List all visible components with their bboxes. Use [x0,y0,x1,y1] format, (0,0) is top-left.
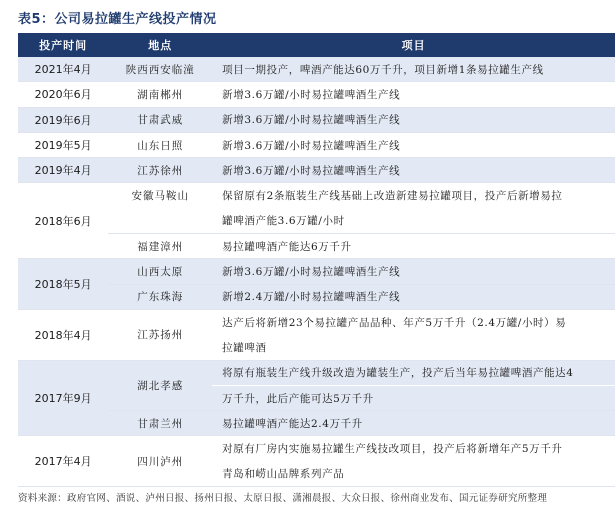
table-row [18,234,615,259]
cell-project-continuation: 罐啤酒产能3.6万罐/小时 [212,208,615,233]
cell-location: 湖北孝感 [108,360,212,411]
table-row [18,158,615,183]
cell-location: 山东日照 [108,132,212,157]
cell-time: 2021年4月 [18,57,108,82]
cell-location: 福建漳州 [108,234,212,259]
cell-project: 新增3.6万罐/小时易拉罐啤酒生产线 [212,107,615,132]
cell-time: 2018年6月 [18,183,108,259]
cell-project: 项目一期投产，啤酒产能达60万千升，项目新增1条易拉罐生产线 [212,57,615,82]
cell-project: 新增3.6万罐/小时易拉罐啤酒生产线 [212,132,615,157]
cell-time: 2019年6月 [18,107,108,132]
cell-location: 陕西西安临潼 [108,57,212,82]
cell-location: 甘肃兰州 [108,411,212,436]
table-row [18,284,615,309]
table-row [18,411,615,436]
table-title: 表5：公司易拉罐生产线投产情况 [18,12,217,27]
cell-location: 安徽马鞍山 [131,190,189,203]
cell-project: 对原有厂房内实施易拉罐生产线技改项目，投产后将新增年产5万千升 [222,443,563,456]
table-row [18,132,615,157]
header-project: 项目 [212,33,615,57]
table-row-continuation [18,208,615,233]
source-note: 资料来源：政府官网、酒说、泸州日报、扬州日报、太原日报、潇湘晨报、大众日报、徐州商业发布、国元证券研究所整理 [18,493,548,504]
cell-time: 2019年5月 [18,132,108,157]
cell-time: 2018年5月 [18,259,108,310]
cell-location: 广东珠海 [108,284,212,309]
header-location: 地点 [108,33,212,57]
production-line-table [18,33,615,487]
cell-location: 四川泸州 [108,436,212,487]
cell-location: 甘肃武威 [108,107,212,132]
table-row [18,183,615,208]
cell-location: 江苏徐州 [108,158,212,183]
cell-time: 2017年4月 [18,436,108,487]
table-row [18,57,615,82]
cell-project: 新增2.4万罐/小时易拉罐啤酒生产线 [212,284,615,309]
table-row [18,360,615,385]
cell-location: 山西太原 [108,259,212,284]
cell-project: 新增3.6万罐/小时易拉罐啤酒生产线 [212,259,615,284]
cell-time: 2019年4月 [18,158,108,183]
cell-project: 达产后将新增23个易拉罐产品品种、年产5万千升（2.4万罐/小时）易 [222,316,567,329]
table-header-row [18,33,615,57]
cell-project-continuation: 万千升，此后产能可达5万千升 [212,385,615,410]
header-time: 投产时间 [18,33,108,57]
cell-project: 新增3.6万罐/小时易拉罐啤酒生产线 [212,158,615,183]
cell-project: 易拉罐啤酒产能达2.4万千升 [212,411,615,436]
table-row [18,309,615,334]
cell-time: 2018年4月 [18,309,108,360]
cell-project: 易拉罐啤酒产能达6万千升 [212,234,615,259]
cell-location-empty [108,208,212,233]
cell-project: 新增3.6万罐/小时易拉罐啤酒生产线 [212,82,615,107]
cell-location: 江苏扬州 [108,309,212,360]
table-row [18,82,615,107]
table-row [18,436,615,461]
table-row [18,259,615,284]
cell-location: 湖南郴州 [108,82,212,107]
cell-time: 2020年6月 [18,82,108,107]
table-row [18,107,615,132]
cell-project-continuation: 青岛和崂山品牌系列产品 [212,461,615,486]
cell-project-continuation: 拉罐啤酒 [212,335,615,360]
cell-project: 将原有瓶装生产线升级改造为罐装生产，投产后当年易拉罐啤酒产能达4 [212,360,615,385]
cell-project: 保留原有2条瓶装生产线基础上改造新建易拉罐项目，投产后新增易拉 [222,190,563,203]
cell-time: 2017年9月 [18,360,108,436]
